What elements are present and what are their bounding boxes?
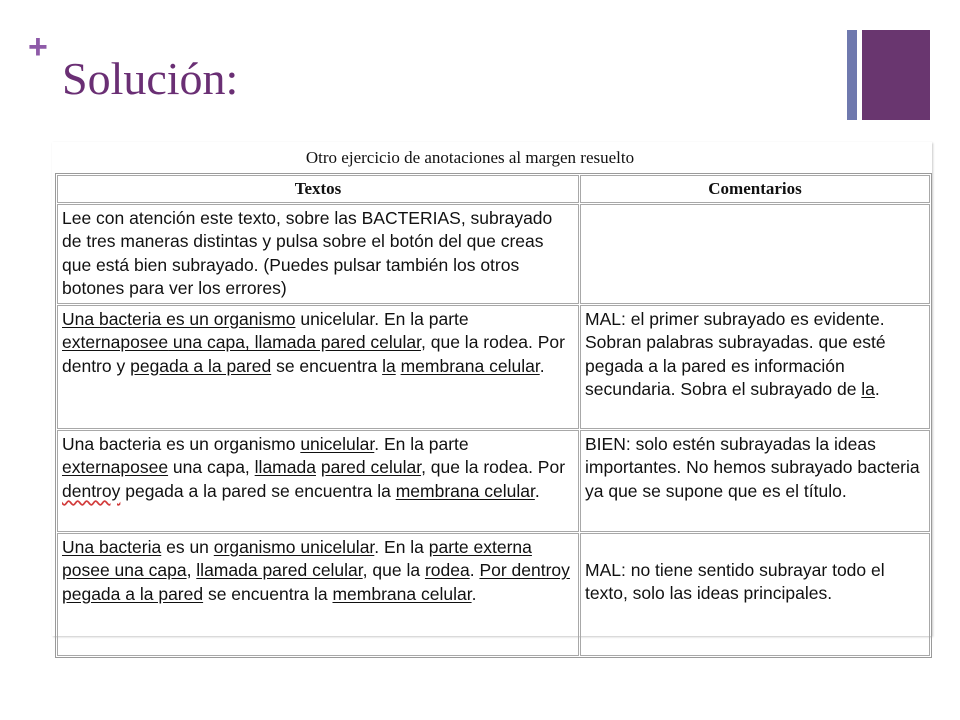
- underlined-text: llamada: [254, 457, 316, 478]
- plain-text: . En la parte: [374, 434, 469, 454]
- underlined-text: externaposee: [62, 457, 169, 478]
- plain-text: .: [539, 355, 545, 376]
- row-text: [57, 430, 579, 532]
- underlined-text: pegada a la pared: [130, 355, 272, 376]
- table-row: [57, 533, 930, 656]
- underlined-text: Una bacteria: [62, 537, 162, 557]
- underlined-text: membrana celular: [332, 583, 472, 604]
- slide-title: Solución:: [62, 53, 239, 104]
- underlined-text: membrana celular: [400, 355, 540, 376]
- comment-text: MAL: el primer subrayado es evidente. Sobran palabras subrayadas. que esté pegada a la pared es información secundaria. Sobra el subrayado de: [585, 309, 886, 399]
- plain-text: pegada a la pared se encuentra la: [120, 480, 396, 501]
- row-comment: MAL: no tiene sentido subrayar todo el texto, solo las ideas principales.: [580, 533, 930, 656]
- underlined-text: organismo unicelular: [213, 537, 375, 557]
- underlined-text: llamada pared celular: [196, 560, 363, 581]
- header-texts: Textos: [57, 175, 579, 203]
- row-text: [57, 533, 579, 656]
- row-text: [57, 305, 579, 429]
- row-comment: BIEN: solo estén subrayadas la ideas importantes. No hemos subrayado bacteria ya que se supone que es el título.: [580, 430, 930, 532]
- underlined-text: pegada a la pared: [62, 583, 204, 604]
- comment-text: .: [874, 378, 880, 399]
- decorative-bar-thick: [862, 30, 930, 120]
- decorative-bar-thin: [847, 30, 857, 120]
- underlined-text: unicelular: [300, 434, 375, 454]
- plain-text: unicelular. En la parte: [295, 309, 469, 329]
- plain-text: .: [471, 583, 477, 604]
- underlined-text: Una bacteria es un organismo: [62, 309, 296, 329]
- underlined-text: la: [861, 378, 875, 399]
- plain-text: se encuentra: [271, 355, 383, 376]
- plain-text: es un: [161, 537, 214, 557]
- underlined-text: parte externa posee una capa: [62, 537, 532, 581]
- header-comments: Comentarios: [580, 175, 930, 203]
- underlined-text: una capa, llamada pared celular: [168, 332, 422, 353]
- row-text: Lee con atención este texto, sobre las BACTERIAS, subrayado de tres maneras distintas y pulsa sobre el botón del que creas que está bien subrayado. (Puedes pulsar también los otros botones para ver los errores): [57, 204, 579, 304]
- underlined-text: externaposee: [62, 332, 169, 353]
- table-row: [57, 305, 930, 429]
- plain-text: .: [534, 480, 540, 501]
- plain-text: . En la: [374, 537, 429, 557]
- plain-text: ,: [186, 560, 197, 581]
- underlined-text: membrana celular: [395, 480, 535, 501]
- plain-text: Una bacteria es un organismo: [62, 434, 301, 454]
- table-row: [57, 430, 930, 532]
- plain-text: una capa,: [168, 457, 255, 478]
- plain-text: , que la: [362, 560, 425, 581]
- figure-caption: Otro ejercicio de anotaciones al margen resuelto: [305, 148, 635, 167]
- row-comment: [580, 204, 930, 304]
- table-row: [57, 204, 930, 304]
- plus-bullet-icon: +: [28, 28, 48, 66]
- plain-text: .: [469, 560, 480, 581]
- underlined-text: la: [382, 355, 396, 376]
- misspelled-text: dentroy: [62, 480, 121, 501]
- underlined-text: rodea: [424, 560, 470, 581]
- exercise-figure: [52, 142, 932, 636]
- table-header-row: [57, 175, 930, 203]
- plain-text: se encuentra la: [203, 583, 333, 604]
- plain-text: , que la rodea. Por dentro y: [62, 332, 565, 376]
- plain-text: , que la rodea. Por: [421, 457, 566, 478]
- exercise-table: [55, 173, 932, 658]
- row-comment: [580, 305, 930, 429]
- underlined-text: pared celular: [320, 457, 422, 478]
- underlined-text: Por dentroy: [479, 560, 570, 581]
